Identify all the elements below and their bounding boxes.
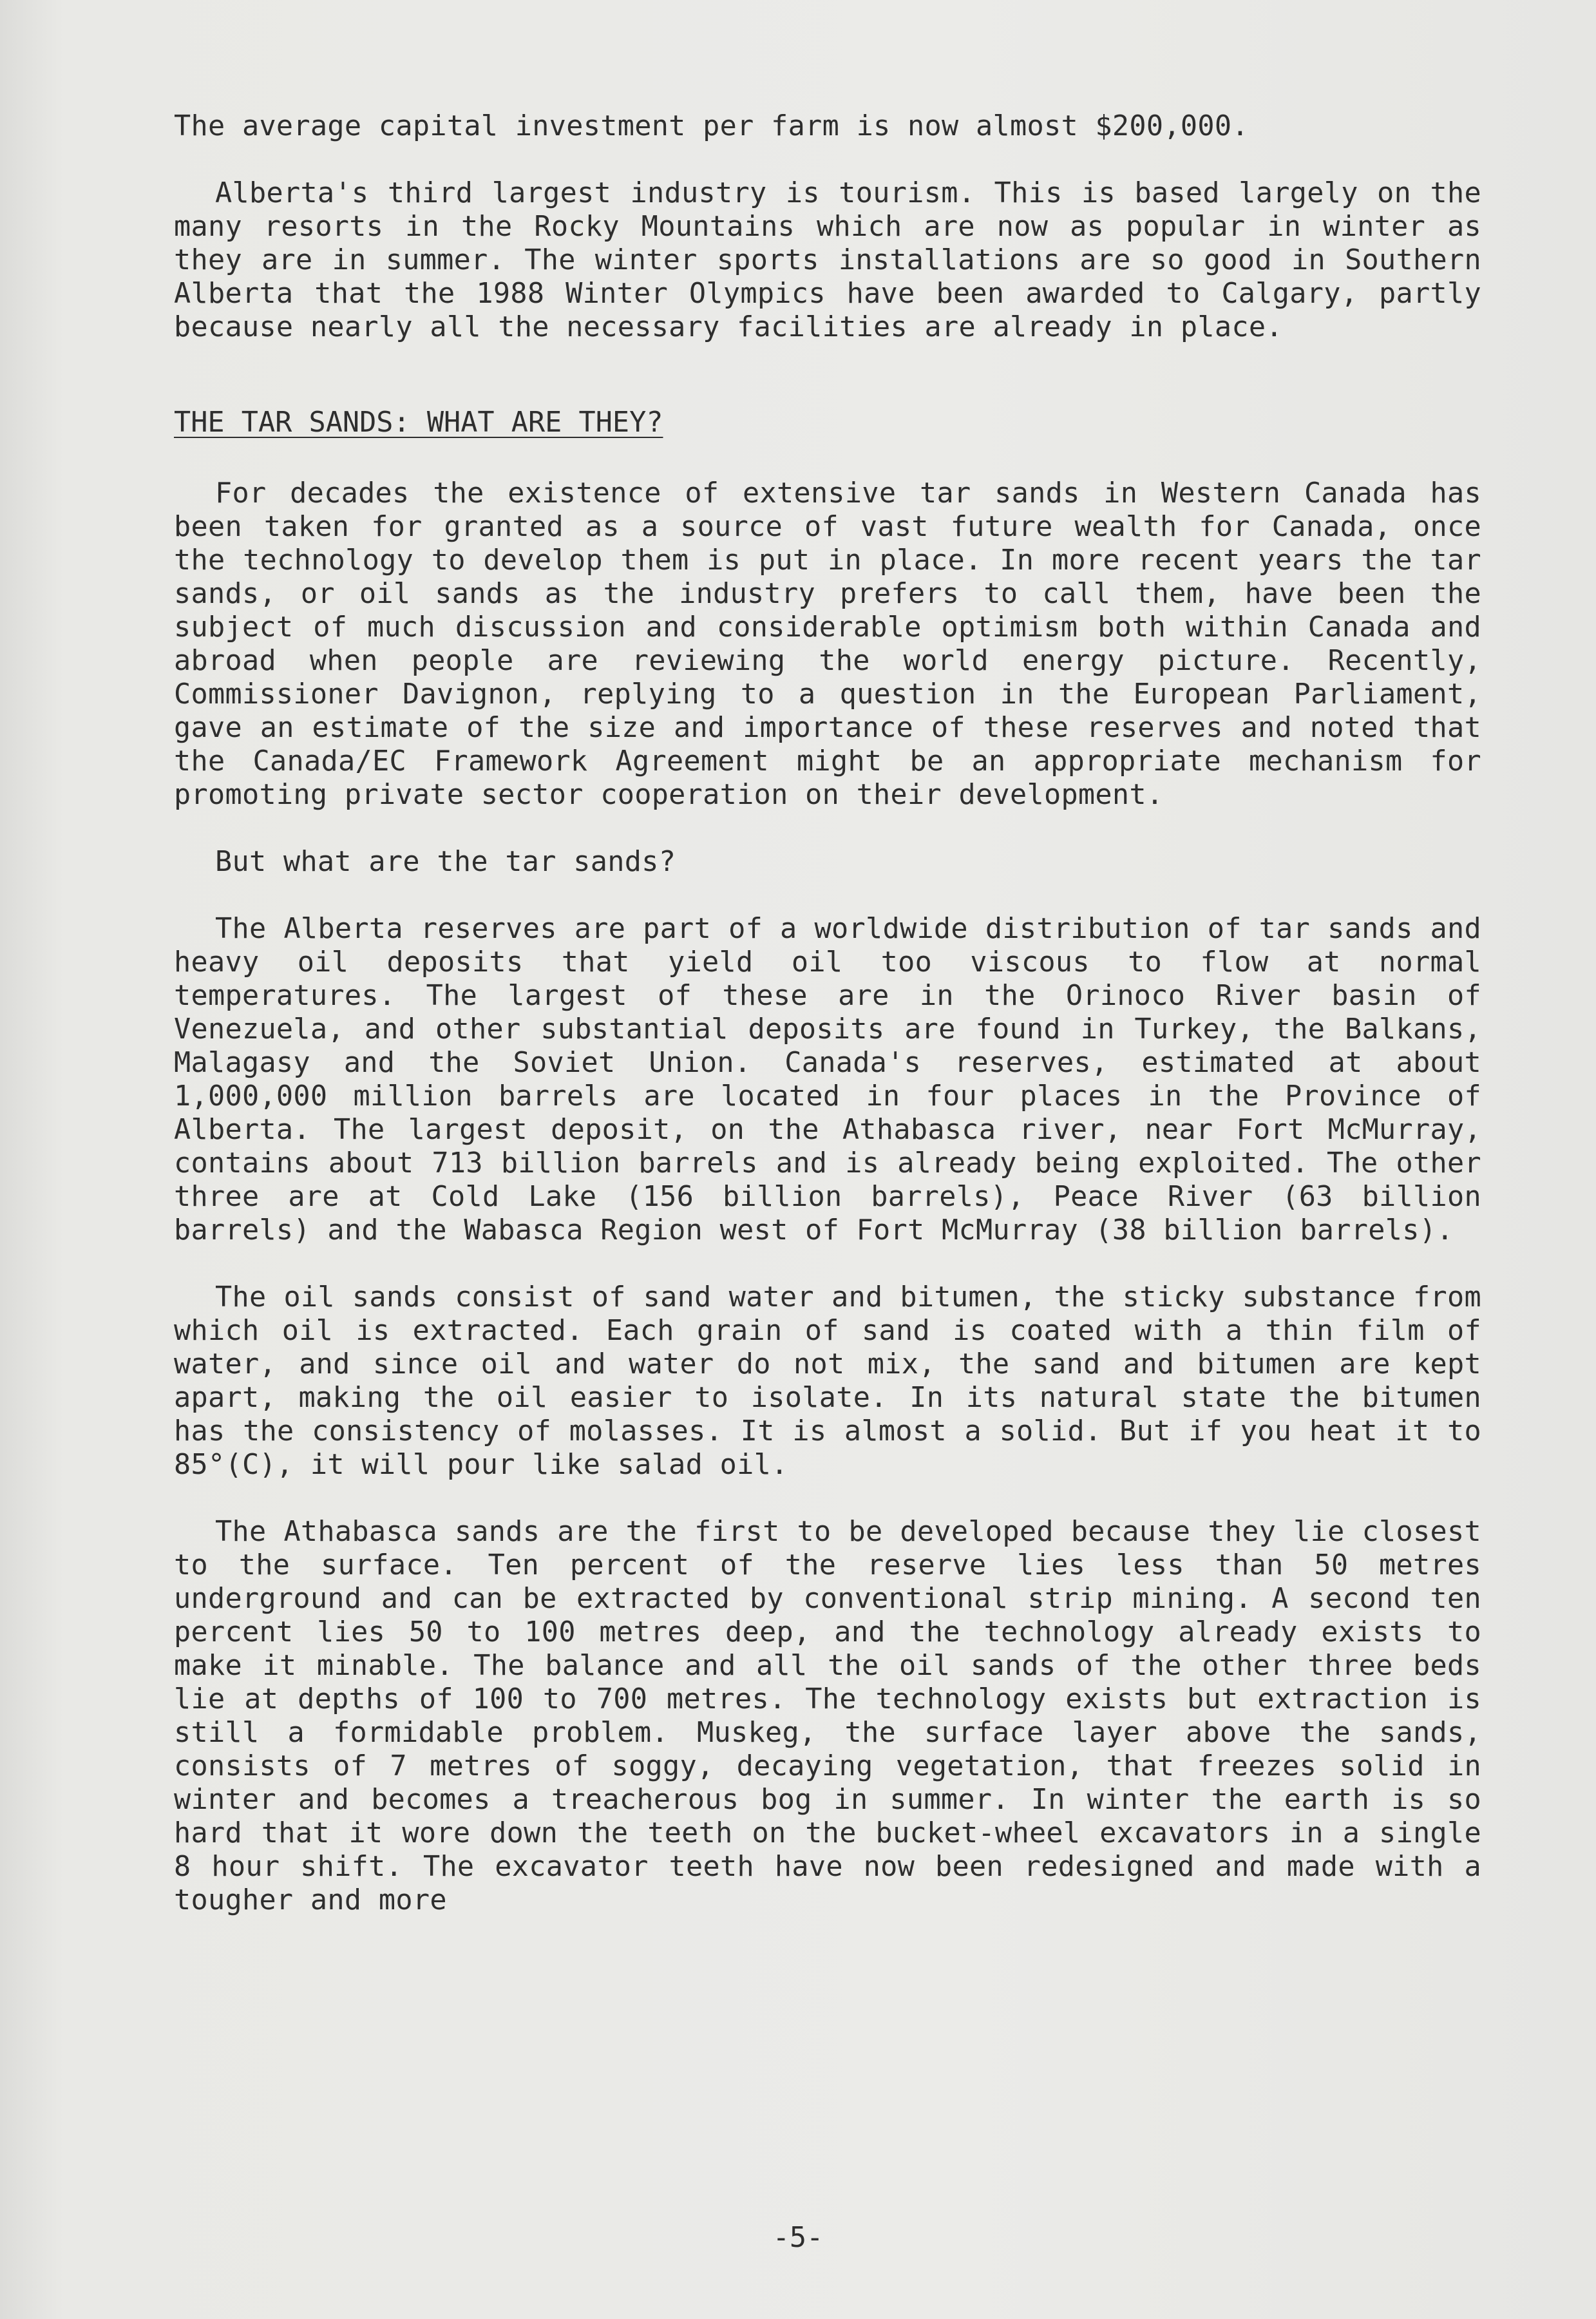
paragraph-athabasca-sands: The Athabasca sands are the first to be developed because they lie closest to the surface. Ten percent of the reserve lies less than 50 metres underground and can be extracted by conventional strip mining. A second ten percent lies 50 to 100 metres deep, and the technology already exists to make it minable. The balance and all the oil sands of the other three beds lie at depths of 100 to 700 metres. The technology exists but extraction is still a formidable problem. Muskeg, the surface layer above the sands, consists of 7 metres of soggy, decaying vegetation, that freezes solid in winter and becomes a treacherous bog in summer. In winter the earth is so hard that it wore down the teeth on the bucket-wheel excavators in a single 8 hour shift. The excavator teeth have now been redesigned and made with a tougher and more <box>174 1516 1481 1916</box>
paragraph-question: But what are the tar sands? <box>215 846 676 878</box>
paragraph-alberta-reserves: The Alberta reserves are part of a worldwide distribution of tar sands and heavy oil deposits that yield oil too viscous to flow at normal temperatures. The largest of these are in the Orinoco River basin of Venezuela, and other substantial deposits are found in Turkey, the Balkans, Malagasy and the Soviet Union. Canada's reserves, estimated at about 1,000,000 million barrels are located in four places in the Province of Alberta. The largest deposit, on the Athabasca river, near Fort McMurray, contains about 713 billion barrels and is already being exploited. The other three are at Cold Lake (156 billion barrels), Peace River (63 billion barrels) and the Wabasca Region west of Fort McMurray (38 billion barrels). <box>174 913 1481 1246</box>
section-heading: THE TAR SANDS: WHAT ARE THEY? <box>174 406 663 439</box>
body-text <box>174 110 1481 1951</box>
paragraph-tourism: Alberta's third largest industry is tourism. This is based largely on the many resorts in the Rocky Mountains which are now as popular in winter as they are in summer. The winter sports installations are so good in Southern Alberta that the 1988 Winter Olympics have been awarded to Calgary, partly because nearly all the necessary facilities are already in place. <box>174 177 1481 343</box>
paragraph-tar-sands-intro: For decades the existence of extensive tar sands in Western Canada has been taken for granted as a source of vast future wealth for Canada, once the technology to develop them is put in place. In more recent years the tar sands, or oil sands as the industry prefers to call them, have been the subject of much discussion and considerable optimism both within Canada and abroad when people are reviewing the world energy picture. Recently, Commissioner Davignon, replying to a question in the European Parliament, gave an estimate of the size and importance of these reserves and noted that the Canada/EC Framework Agreement might be an appropriate mechanism for promoting private sector cooperation on their development. <box>174 477 1481 811</box>
paragraph-oil-sands-composition: The oil sands consist of sand water and bitumen, the sticky substance from which oil is extracted. Each grain of sand is coated with a thin film of water, and since oil and water do not mix, the sand and bitumen are kept apart, making the oil easier to isolate. In its natural state the bitumen has the consistency of molasses. It is almost a solid. But if you heat it to 85°(C), it will pour like salad oil. <box>174 1281 1481 1481</box>
page-number: -5- <box>772 2222 824 2254</box>
paragraph-farm-investment: The average capital investment per farm is now almost $200,000. <box>174 110 1249 142</box>
